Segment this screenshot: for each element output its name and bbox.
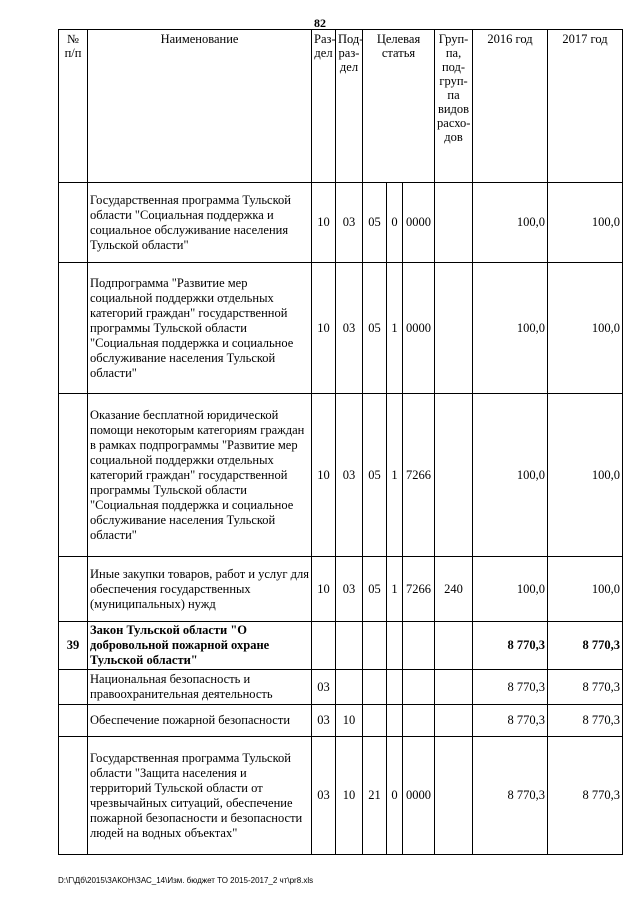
row-podrazdel: 03 [336,183,363,263]
row-name: Оказание бесплатной юридической помощи некоторым категориям граждан в рамках подпрограммы "Развитие мер социальной поддержки отдельных категорий граждан" государственной программы Тульской области "Социальная поддержка и социальное обслуживание населения Тульской области" [88,394,312,557]
row-target-direction [403,705,435,737]
row-value-2017: 100,0 [548,263,623,394]
row-value-2016: 8 770,3 [473,737,548,855]
row-expense-group [435,737,473,855]
header-podrazdel: Под- раз- дел [336,30,363,183]
row-target-subprogram [387,670,403,705]
row-name: Иные закупки товаров, работ и услуг для обеспечения государственных (муниципальных) нужд [88,557,312,622]
row-value-2016: 8 770,3 [473,705,548,737]
header-num: № п/п [59,30,88,183]
header-razdel: Раз- дел [312,30,336,183]
row-num [59,394,88,557]
row-expense-group [435,394,473,557]
row-expense-group: 240 [435,557,473,622]
row-num [59,737,88,855]
row-target-subprogram: 0 [387,183,403,263]
row-num [59,263,88,394]
header-target-article: Целевая статья [363,30,435,183]
row-num [59,183,88,263]
row-value-2017: 8 770,3 [548,737,623,855]
row-target-subprogram [387,705,403,737]
row-name: Государственная программа Тульской области "Защита населения и территорий Тульской области от чрезвычайных ситуаций, обеспечение пожарной безопасности и безопасности людей на водных объектах" [88,737,312,855]
file-path-footer: D:\Г\Дб\2015\ЗАКОН\ЗАС_14\Изм. бюджет ТО 2015-2017_2 чт\pr8.xls [58,876,314,885]
header-name: Наименование [88,30,312,183]
row-target-direction [403,670,435,705]
row-target-program [363,705,387,737]
row-value-2016: 8 770,3 [473,670,548,705]
row-target-program [363,670,387,705]
row-expense-group [435,622,473,670]
row-value-2016: 100,0 [473,183,548,263]
table-row [59,670,623,705]
row-target-subprogram: 0 [387,737,403,855]
row-target-subprogram [387,622,403,670]
row-name: Обеспечение пожарной безопасности [88,705,312,737]
row-razdel: 10 [312,183,336,263]
row-target-direction [403,622,435,670]
row-value-2016: 8 770,3 [473,622,548,670]
row-name: Подпрограмма "Развитие мер социальной поддержки отдельных категорий граждан" государственной программы Тульской области "Социальная поддержка и социальное обслуживание населения Тульской области" [88,263,312,394]
row-target-program [363,622,387,670]
row-target-direction: 7266 [403,557,435,622]
row-podrazdel: 03 [336,394,363,557]
row-target-direction: 0000 [403,737,435,855]
table-row [59,394,623,557]
row-podrazdel: 03 [336,263,363,394]
row-name: Государственная программа Тульской области "Социальная поддержка и социальное обслуживание населения Тульской области" [88,183,312,263]
row-value-2017: 8 770,3 [548,670,623,705]
table-row [59,263,623,394]
row-target-direction: 7266 [403,394,435,557]
row-target-direction: 0000 [403,263,435,394]
row-target-program: 21 [363,737,387,855]
row-target-program: 05 [363,394,387,557]
row-expense-group [435,263,473,394]
row-podrazdel: 03 [336,557,363,622]
row-target-program: 05 [363,183,387,263]
row-value-2016: 100,0 [473,263,548,394]
row-num: 39 [59,622,88,670]
row-razdel: 10 [312,263,336,394]
row-value-2016: 100,0 [473,394,548,557]
row-razdel: 03 [312,737,336,855]
table-row [59,622,623,670]
row-value-2017: 100,0 [548,557,623,622]
row-razdel: 03 [312,670,336,705]
header-2017: 2017 год [548,30,623,183]
row-num [59,705,88,737]
row-podrazdel [336,622,363,670]
row-expense-group [435,183,473,263]
row-num [59,670,88,705]
row-num [59,557,88,622]
row-target-program: 05 [363,557,387,622]
budget-table [58,29,623,855]
row-target-subprogram: 1 [387,557,403,622]
row-value-2016: 100,0 [473,557,548,622]
header-expense-group: Груп- па, под- груп- па видов расхо- дов [435,30,473,183]
table-header-row [59,30,623,183]
table-row [59,705,623,737]
row-podrazdel: 10 [336,737,363,855]
row-expense-group [435,670,473,705]
row-value-2017: 8 770,3 [548,622,623,670]
row-podrazdel: 10 [336,705,363,737]
page-number: 82 [314,16,326,30]
table-row [59,557,623,622]
header-2016: 2016 год [473,30,548,183]
row-value-2017: 100,0 [548,183,623,263]
row-razdel: 10 [312,557,336,622]
row-name: Национальная безопасность и правоохранительная деятельность [88,670,312,705]
row-razdel [312,622,336,670]
table-row [59,737,623,855]
row-podrazdel [336,670,363,705]
row-target-subprogram: 1 [387,263,403,394]
table-row [59,183,623,263]
row-expense-group [435,705,473,737]
row-razdel: 10 [312,394,336,557]
row-value-2017: 8 770,3 [548,705,623,737]
row-target-direction: 0000 [403,183,435,263]
row-name: Закон Тульской области "О добровольной пожарной охране Тульской области" [88,622,312,670]
row-razdel: 03 [312,705,336,737]
row-target-program: 05 [363,263,387,394]
row-target-subprogram: 1 [387,394,403,557]
row-value-2017: 100,0 [548,394,623,557]
